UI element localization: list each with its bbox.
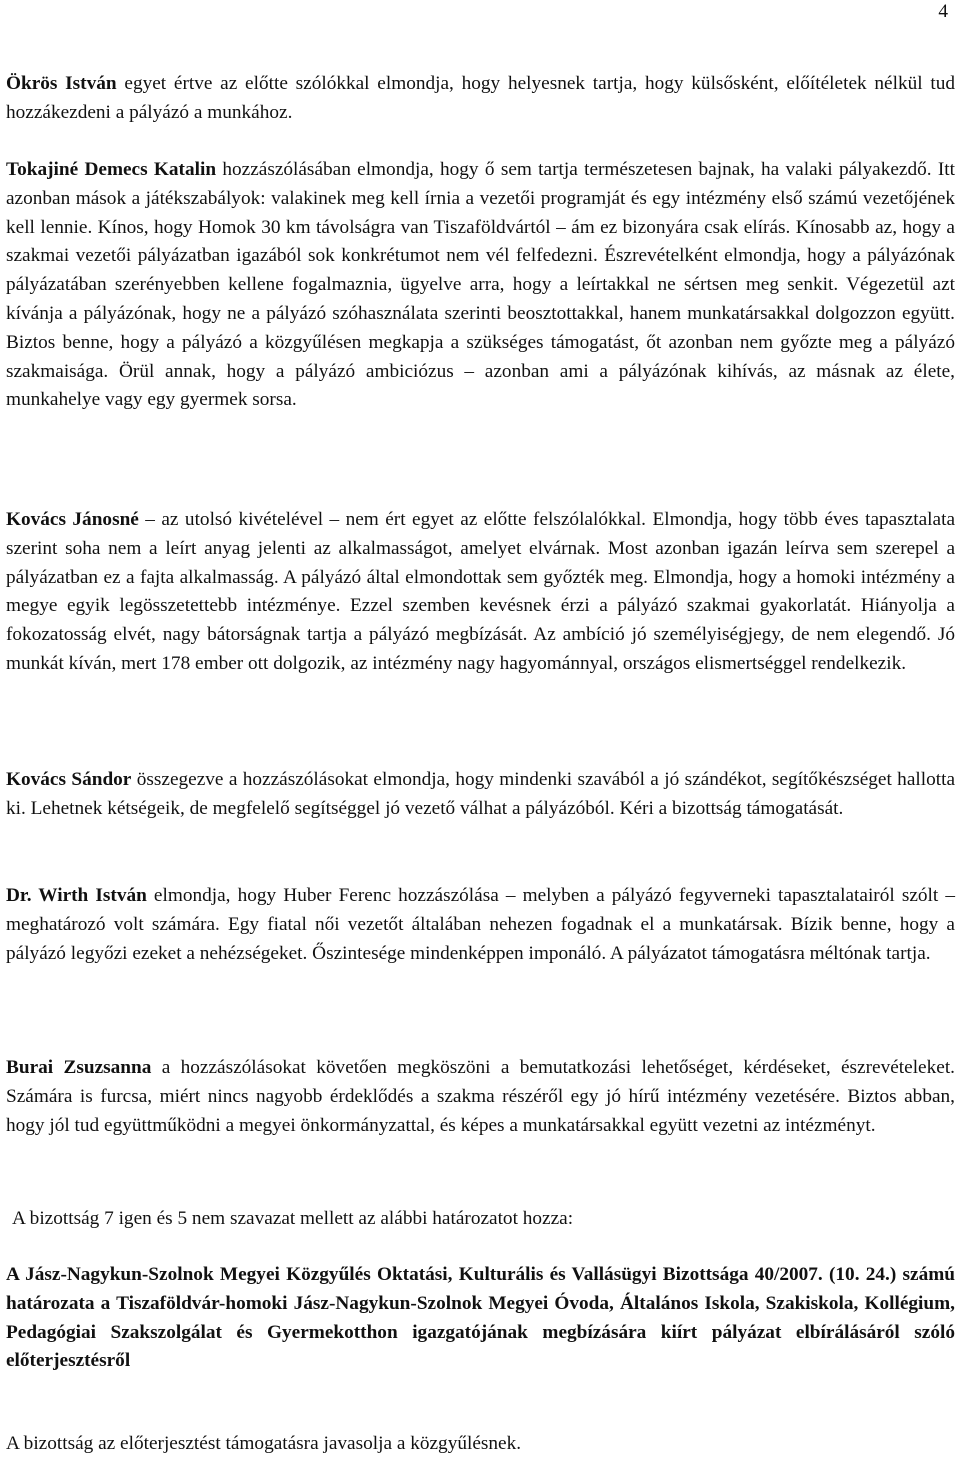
paragraph-tokajine	[6, 156, 955, 415]
speaker-name: Tokajiné Demecs Katalin	[6, 159, 217, 180]
page-number: 4	[938, 1, 948, 22]
paragraph-text: – az utolsó kivételével – nem ért egyet az előtte felszólalókkal. Elmondja, hogy több éves tapasztalata szerint soha nem a leírt anyag jelenti az alkalmasságot, amelyet elvárnak. Most azonban igazán leírva sem szerepel a pályázatban ez a fajta alkalmasság. A pályázó által elmondottak sem győzték meg. Elmondja, hogy a homoki intézmény a megye egyik legösszetettebb intézménye. Ezzel szemben kevésnek érzi a pályázó szakmai gyakorlatát. Hiányolja a fokozatosság elvét, nagy bátorságnak tartja a pályázó megbízását. Az ambíció jó személyiségjegy, de nem elegendő. Jó munkát kíván, mert 178 ember ott dolgozik, az intézmény nagy hagyománnyal, országos elismertséggel rendelkezik.	[6, 509, 956, 674]
paragraph-wirth	[6, 882, 955, 968]
vote-statement: A bizottság 7 igen és 5 nem szavazat mellett az alábbi határozatot hozza:	[12, 1208, 574, 1229]
paragraph-text: egyet értve az előtte szólókkal elmondja, hogy helyesnek tartja, hogy külsősként, előítéletek nélkül tud hozzákezdeni a pályázó a munkához.	[6, 73, 955, 123]
decision-statement: A bizottság az előterjesztést támogatásra javasolja a közgyűlésnek.	[6, 1433, 522, 1454]
speaker-name: Kovács Sándor	[6, 769, 132, 790]
paragraph-text: összegezve a hozzászólásokat elmondja, hogy mindenki szavából a jó szándékot, segítőkészséget hallotta ki. Lehetnek kétségeik, de megfelelő segítséggel jó vezető válhat a pályázóból. Kéri a bizottság támogatását.	[6, 769, 956, 819]
speaker-name: Burai Zsuzsanna	[6, 1057, 152, 1078]
resolution-title: A Jász-Nagykun-Szolnok Megyei Közgyűlés Oktatási, Kulturális és Vallásügyi Bizottsága 40/2007. (10. 24.) számú határozata a Tiszaföldvár-homoki Jász-Nagykun-Szolnok Megyei Óvoda, Általános Iskola, Szakiskola, Kollégium, Pedagógiai Szakszolgálat és Gyermekotthon igazgatójának megbízására kiírt pályázat elbírálásáról szóló előterjesztésről	[6, 1264, 955, 1372]
paragraph-kovacs-sandor	[6, 766, 955, 824]
paragraph-okros	[6, 70, 955, 128]
paragraph-text: hozzászólásában elmondja, hogy ő sem tartja természetesen bajnak, ha valaki pályakezdő. Itt azonban mások a játékszabályok: valakinek meg kell írnia a vezetői programját és egy intézmény első számú vezetőjének kell lennie. Kínos, hogy Homok 30 km távolságra van Tiszaföldvártól – ám ez bizonyára csak elírás. Kínosabb az, hogy a szakmai vezetői pályázatban igazából sok konkrétumot nem vél felfedezni. Észrevételként elmondja, hogy a pályázónak pályázatában szerényebben kellene fogalmaznia, ügyelve arra, hogy a leírtakkal ne sértsen meg senkit. Végezetül azt kívánja a pályázónak, hogy ne a pályázó szóhasználata szerinti beosztottakkal, hanem munkatársakkal dolgozzon együtt. Biztos benne, hogy a pályázó a közgyűlésen megkapja a szükséges támogatást, őt azonban nem győzte meg a pályázó szakmaisága. Örül annak, hogy a pályázó ambiciózus – azonban ami a pályázónak kihívás, az másnak az élete, munkahelye vagy egy gyermek sorsa.	[6, 159, 956, 411]
speaker-name: Ökrös István	[6, 73, 117, 94]
paragraph-text: elmondja, hogy Huber Ferenc hozzászólása – melyben a pályázó fegyverneki tapasztalatairól szólt – meghatározó volt számára. Egy fiatal női vezetőt általában nehezen fogadnak el a munkatársak. Bízik benne, hogy a pályázó legyőzi ezeket a nehézségeket. Őszintesége mindenképpen imponáló. A pályázatot támogatásra méltónak tartja.	[6, 885, 955, 964]
paragraph-text: a hozzászólásokat követően megköszöni a bemutatkozási lehetőséget, kérdéseket, észrevételeket. Számára is furcsa, miért nincs nagyobb érdeklődés a szakma részéről egy jó hírű intézmény vezetésére. Biztos abban, hogy jól tud együttműködni a megyei önkormányzattal, és képes a munkatársakkal együtt vezetni az intézményt.	[6, 1057, 955, 1136]
speaker-name: Kovács Jánosné	[6, 509, 139, 530]
paragraph-burai	[6, 1054, 955, 1140]
paragraph-kovacs-janosne	[6, 506, 955, 679]
speaker-name: Dr. Wirth István	[6, 885, 147, 906]
